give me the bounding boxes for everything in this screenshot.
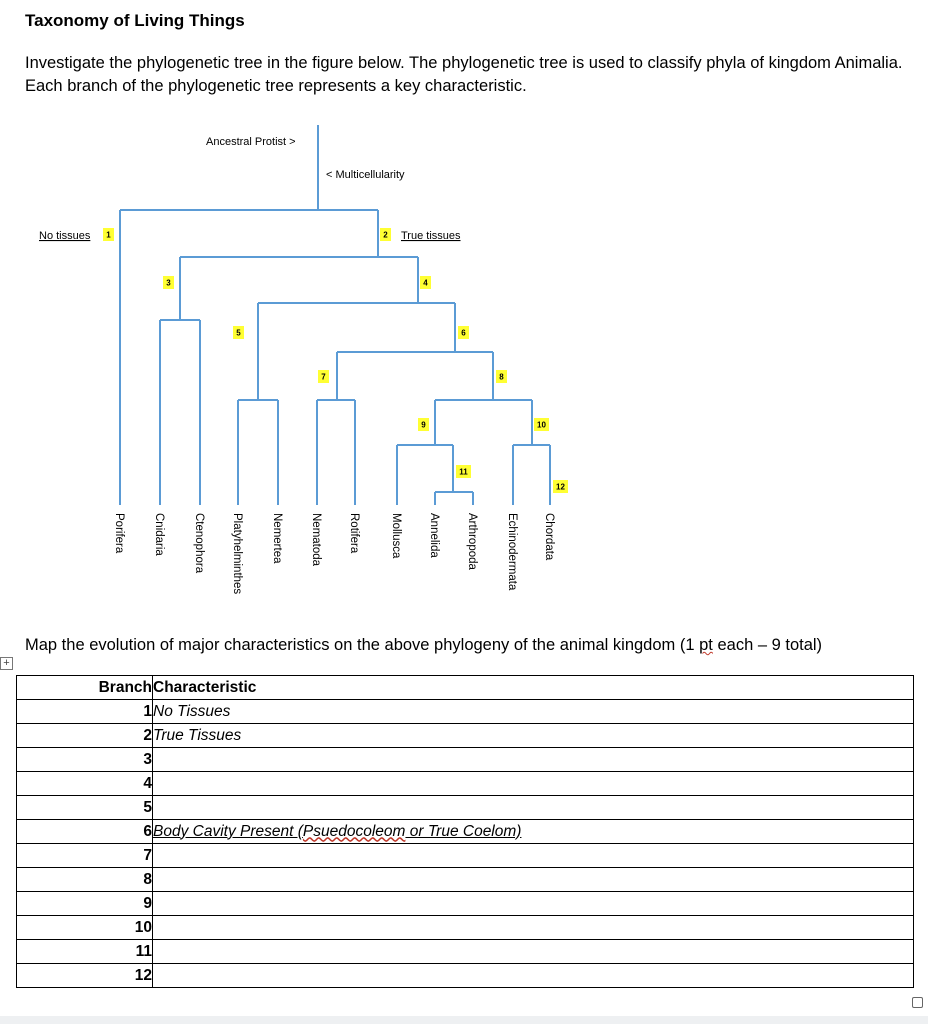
branch-number-cell: 8	[17, 868, 153, 892]
svg-text:11: 11	[459, 467, 468, 477]
characteristic-cell[interactable]	[153, 940, 914, 964]
branch-number-cell: 11	[17, 940, 153, 964]
characteristic-cell[interactable]: No Tissues	[153, 700, 914, 724]
phylum-echinodermata: Echinodermata	[506, 513, 518, 591]
table-row	[17, 796, 914, 820]
phylum-chordata: Chordata	[543, 513, 555, 561]
phylum-rotifera: Rotifera	[348, 513, 360, 554]
branch-number-8	[496, 370, 507, 383]
tree-lines	[120, 125, 550, 505]
table-row	[17, 892, 914, 916]
table-row	[17, 700, 914, 724]
branch-number-4	[420, 276, 431, 289]
branch-number-cell: 3	[17, 748, 153, 772]
branch-number-10	[534, 418, 549, 431]
svg-text:1: 1	[106, 230, 111, 240]
phylum-platyhelminthes: Platyhelminthes	[231, 513, 243, 595]
branch-number-12	[553, 480, 568, 493]
table-row	[17, 820, 914, 844]
branch-number-3	[163, 276, 174, 289]
table-row	[17, 772, 914, 796]
table-header-row	[17, 676, 914, 700]
table-row	[17, 748, 914, 772]
characteristic-cell[interactable]: Body Cavity Present (Psuedocoleom or True Coelom)	[153, 820, 914, 844]
table-row	[17, 868, 914, 892]
characteristic-cell[interactable]	[153, 748, 914, 772]
branch-number-cell: 6	[17, 820, 153, 844]
phylum-mollusca: Mollusca	[390, 513, 402, 559]
multicellularity-label: < Multicellularity	[326, 169, 405, 181]
table-row	[17, 844, 914, 868]
branch-number-1	[103, 228, 114, 241]
svg-text:7: 7	[321, 372, 326, 382]
phylum-nemertea: Nemertea	[271, 513, 283, 564]
svg-text:12: 12	[556, 482, 565, 492]
branch-number-cell: 4	[17, 772, 153, 796]
svg-text:4: 4	[423, 278, 428, 288]
svg-text:3: 3	[166, 278, 171, 288]
branch-number-6	[458, 326, 469, 339]
svg-text:6: 6	[461, 328, 466, 338]
characteristics-table	[16, 675, 914, 988]
phylum-ctenophora: Ctenophora	[193, 513, 205, 574]
table-row	[17, 964, 914, 988]
branch-number-cell: 7	[17, 844, 153, 868]
characteristic-cell[interactable]	[153, 964, 914, 988]
window-bottom-bar	[0, 1016, 928, 1024]
ancestral-protist-label: Ancestral Protist >	[206, 136, 296, 148]
svg-text:2: 2	[383, 230, 388, 240]
branch-number-7	[318, 370, 329, 383]
characteristic-header: Characteristic	[153, 676, 914, 700]
branch-number-cell: 2	[17, 724, 153, 748]
characteristic-cell[interactable]	[153, 772, 914, 796]
phylum-annelida: Annelida	[428, 513, 440, 558]
branch-number-cell: 9	[17, 892, 153, 916]
table-resize-handle[interactable]	[912, 997, 923, 1008]
branch-number-cell: 5	[17, 796, 153, 820]
branch-number-cell: 10	[17, 916, 153, 940]
characteristic-cell[interactable]	[153, 844, 914, 868]
table-row	[17, 916, 914, 940]
no-tissues-label: No tissues	[39, 230, 91, 242]
branch-number-9	[418, 418, 429, 431]
characteristic-cell[interactable]	[153, 916, 914, 940]
characteristic-cell[interactable]	[153, 868, 914, 892]
branch-number-cell: 12	[17, 964, 153, 988]
table-move-handle[interactable]: +	[0, 657, 13, 670]
phylum-arthropoda: Arthropoda	[466, 513, 478, 570]
branch-number-2	[380, 228, 391, 241]
characteristic-cell[interactable]	[153, 892, 914, 916]
phylum-nematoda: Nematoda	[310, 513, 322, 567]
characteristic-cell[interactable]	[153, 796, 914, 820]
branch-header: Branch	[17, 676, 153, 700]
branch-number-cell: 1	[17, 700, 153, 724]
characteristic-cell[interactable]: True Tissues	[153, 724, 914, 748]
branch-number-markers	[103, 228, 568, 493]
phylum-porifera: Porifera	[113, 513, 125, 554]
phylum-cnidaria: Cnidaria	[153, 513, 165, 556]
svg-text:10: 10	[537, 420, 546, 430]
table-row	[17, 940, 914, 964]
true-tissues-label: True tissues	[401, 230, 461, 242]
svg-text:5: 5	[236, 328, 241, 338]
intro-paragraph: Investigate the phylogenetic tree in the figure below. The phylogenetic tree is used to classify phyla of kingdom Animalia. Each branch of the phylogenetic tree represents a key characteristic.	[25, 54, 903, 95]
svg-text:9: 9	[421, 420, 426, 430]
instruction-text: Map the evolution of major characteristics on the above phylogeny of the animal kingdom (1 pt each – 9 total)	[25, 636, 823, 654]
phyla-labels	[113, 513, 555, 594]
document-title: Taxonomy of Living Things	[25, 11, 245, 30]
table-row	[17, 724, 914, 748]
svg-text:8: 8	[499, 372, 504, 382]
branch-number-11	[456, 465, 471, 478]
branch-number-5	[233, 326, 244, 339]
